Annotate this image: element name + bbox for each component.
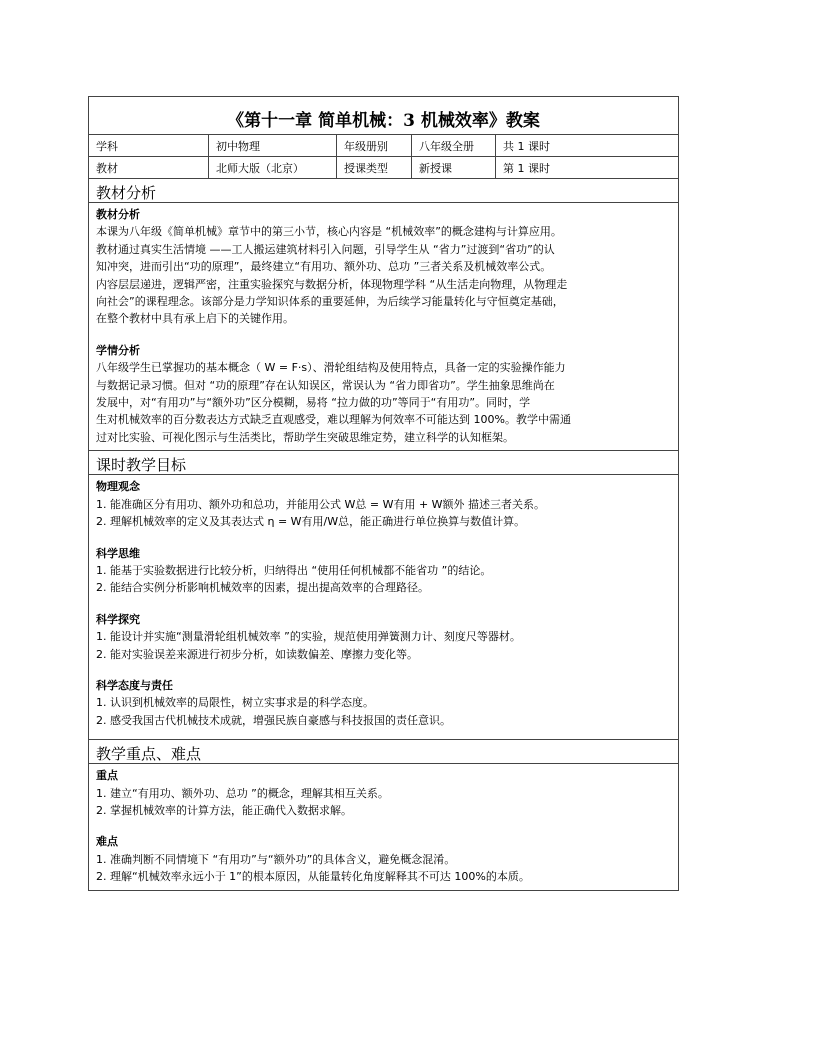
- info-label-grade: 年级册别: [337, 135, 412, 156]
- section-body-analysis: [89, 203, 678, 451]
- section-heading-analysis: 教材分析: [89, 179, 678, 203]
- subheading-scientific-inquiry: 科学探究: [96, 612, 140, 626]
- info-label-subject: 学科: [89, 135, 209, 156]
- section-body-goals: [89, 475, 678, 740]
- subheading-attitude-responsibility: 科学态度与责任: [96, 678, 173, 692]
- paragraph-textbook-analysis: [96, 223, 672, 327]
- info-value-period: 第 1 课时: [503, 162, 550, 175]
- list-item: 1. 能基于实验数据进行比较分析，归纳得出 “使用任何机械都不能省功 ”的结论。: [96, 563, 492, 577]
- subheading-scientific-thinking: 科学思维: [96, 546, 140, 560]
- subheading-textbook-analysis: 教材分析: [96, 208, 140, 221]
- text-line: 与数据记录习惯。但对 “功的原理”存在认知误区，常误认为 “省力即省功”。学生抽象思维尚在: [96, 378, 555, 392]
- lesson-plan-table: [88, 96, 679, 891]
- list-item: 2. 能结合实例分析影响机械效率的因素，提出提高效率的合理路径。: [96, 581, 429, 595]
- document-title: 《第十一章 简单机械：3 机械效率》教案: [89, 97, 678, 135]
- subheading-student-analysis: 学情分析: [96, 343, 140, 357]
- info-value-total-periods: 共 1 课时: [503, 140, 550, 153]
- text-line: 八年级学生已掌握功的基本概念（ W = F·s）、滑轮组结构及使用特点，具备一定的实验操作能力: [96, 361, 566, 375]
- subheading-key-points: 重点: [96, 769, 118, 783]
- text-line: 发展中，对“有用功”与“额外功”区分模糊，易将 “拉力做的功”等同于“有用功”。同时，学: [96, 396, 531, 410]
- list-item: 2. 感受我国古代机械技术成就，增强民族自豪感与科技报国的责任意识。: [96, 713, 451, 727]
- text-line: 教材通过真实生活情境 ——工人搬运建筑材料引入问题，引导学生从 “省力”过渡到“省功”的认: [96, 242, 555, 256]
- list-item: 1. 认识到机械效率的局限性，树立实事求是的科学态度。: [96, 696, 374, 710]
- list-item: 2. 理解机械效率的定义及其表达式 η = W有用/W总，能正确进行单位换算与数值计算。: [96, 515, 526, 529]
- list-item: 2. 能对实验误差来源进行初步分析，如读数偏差、摩擦力变化等。: [96, 647, 418, 661]
- info-value-grade: 八年级全册: [412, 135, 496, 156]
- info-row-subject: [89, 135, 678, 157]
- section-heading-goals: 课时教学目标: [89, 451, 678, 475]
- text-line: 生对机械效率的百分数表达方式缺乏直观感受，难以理解为何效率不可能达到 100%。教学中需通: [96, 413, 571, 427]
- text-line: 本课为八年级《简单机械》章节中的第三小节，核心内容是 “机械效率”的概念建构与计算应用。: [96, 225, 562, 239]
- info-value-textbook: 北师大版（北京）: [209, 157, 337, 178]
- text-line: 知冲突，进而引出“功的原理”，最终建立“有用功、额外功、总功 ”三者关系及机械效率公式。: [96, 260, 552, 274]
- subheading-difficult-points: 难点: [96, 835, 118, 849]
- section-body-keypoints: [89, 764, 678, 889]
- info-label-lesson-type: 授课类型: [337, 157, 412, 178]
- list-item: 2. 掌握机械效率的计算方法，能正确代入数据求解。: [96, 803, 352, 817]
- info-row-textbook: [89, 157, 678, 179]
- list-item: 1. 准确判断不同情境下 “有用功”与“额外功”的具体含义，避免概念混淆。: [96, 852, 456, 866]
- info-value-lesson-type: 新授课: [412, 157, 496, 178]
- list-item: 2. 理解“机械效率永远小于 1”的根本原因，从能量转化角度解释其不可达 100%的本质。: [96, 870, 530, 884]
- section-heading-keypoints: 教学重点、难点: [89, 740, 678, 764]
- list-item: 1. 能设计并实施“测量滑轮组机械效率 ”的实验，规范使用弹簧测力计、刻度尺等器材。: [96, 630, 521, 644]
- text-line: 内容层层递进，逻辑严密，注重实验探究与数据分析，体现物理学科 “从生活走向物理，从物理走: [96, 277, 568, 291]
- text-line: 向社会”的课程理念。该部分是力学知识体系的重要延伸，为后续学习能量转化与守恒奠定基础，: [96, 295, 564, 309]
- text-line: 在整个教材中具有承上启下的关键作用。: [96, 312, 294, 326]
- paragraph-student-analysis: [96, 359, 672, 446]
- list-item: 1. 建立“有用功、额外功、总功 ”的概念，理解其相互关系。: [96, 786, 389, 800]
- info-label-textbook: 教材: [89, 157, 209, 178]
- subheading-physics-concept: 物理观念: [96, 480, 140, 494]
- list-item: 1. 能准确区分有用功、额外功和总功，并能用公式 W总 = W有用 + W额外 描述三者关系。: [96, 497, 546, 511]
- text-line: 过对比实验、可视化图示与生活类比，帮助学生突破思维定势，建立科学的认知框架。: [96, 430, 514, 444]
- info-value-subject: 初中物理: [209, 135, 337, 156]
